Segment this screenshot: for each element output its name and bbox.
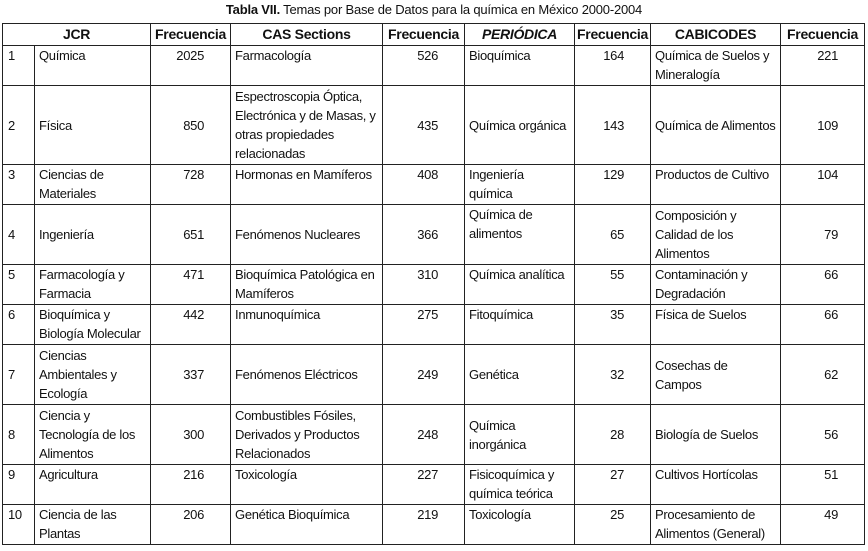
cas-topic: Fenómenos Nucleares [231, 205, 383, 265]
jcr-topic: Ciencias Ambientales y Ecología [35, 345, 151, 405]
row-number: 3 [3, 165, 35, 205]
periodica-frequency: 65 [575, 205, 651, 265]
table-row [3, 46, 865, 86]
row-number: 7 [3, 345, 35, 405]
jcr-topic: Química [35, 46, 151, 86]
cabicodes-topic: Cosechas de Campos [651, 345, 781, 405]
periodica-frequency: 35 [575, 305, 651, 345]
row-number: 9 [3, 465, 35, 505]
cas-frequency: 526 [383, 46, 465, 86]
periodica-topic: Química de alimentos [465, 205, 575, 265]
cas-topic: Genética Bioquímica [231, 505, 383, 545]
cas-frequency: 248 [383, 405, 465, 465]
cabicodes-frequency: 51 [781, 465, 865, 505]
jcr-frequency: 2025 [151, 46, 231, 86]
cabicodes-frequency: 62 [781, 345, 865, 405]
jcr-topic: Bioquímica y Biología Molecular [35, 305, 151, 345]
cas-topic: Espectroscopia Óptica, Electrónica y de Masas, y otras propiedades relacionadas [231, 86, 383, 165]
periodica-frequency: 32 [575, 345, 651, 405]
cas-frequency: 408 [383, 165, 465, 205]
cabicodes-topic: Composición y Calidad de los Alimentos [651, 205, 781, 265]
caption-text: Temas por Base de Datos para la química en México 2000-2004 [280, 2, 643, 17]
periodica-topic: Toxicología [465, 505, 575, 545]
cas-frequency: 219 [383, 505, 465, 545]
table-row [3, 345, 865, 405]
cabicodes-frequency: 66 [781, 305, 865, 345]
table-row [3, 265, 865, 305]
row-number: 1 [3, 46, 35, 86]
header-periodica: PERIÓDICA [465, 24, 575, 46]
cabicodes-topic: Procesamiento de Alimentos (General) [651, 505, 781, 545]
cabicodes-topic: Química de Suelos y Mineralogía [651, 46, 781, 86]
jcr-frequency: 442 [151, 305, 231, 345]
header-cabicodes: CABICODES [651, 24, 781, 46]
jcr-frequency: 471 [151, 265, 231, 305]
jcr-frequency: 300 [151, 405, 231, 465]
cas-frequency: 435 [383, 86, 465, 165]
cas-topic: Fenómenos Eléctricos [231, 345, 383, 405]
cas-frequency: 366 [383, 205, 465, 265]
header-frecuencia-cabicodes: Frecuencia [781, 24, 865, 46]
row-number: 8 [3, 405, 35, 465]
jcr-frequency: 216 [151, 465, 231, 505]
topics-table [2, 23, 865, 545]
periodica-topic: Bioquímica [465, 46, 575, 86]
cabicodes-topic: Cultivos Hortícolas [651, 465, 781, 505]
periodica-topic: Fisicoquímica y química teórica [465, 465, 575, 505]
jcr-frequency: 850 [151, 86, 231, 165]
cabicodes-frequency: 104 [781, 165, 865, 205]
table-caption [0, 0, 868, 20]
cas-topic: Bioquímica Patológica en Mamíferos [231, 265, 383, 305]
header-jcr: JCR [3, 24, 151, 46]
cas-topic: Hormonas en Mamíferos [231, 165, 383, 205]
jcr-topic: Física [35, 86, 151, 165]
jcr-topic: Ciencias de Materiales [35, 165, 151, 205]
cabicodes-topic: Productos de Cultivo [651, 165, 781, 205]
caption-label: Tabla VII. [225, 2, 280, 17]
jcr-topic: Ciencia de las Plantas [35, 505, 151, 545]
jcr-frequency: 337 [151, 345, 231, 405]
table-row [3, 165, 865, 205]
cabicodes-frequency: 79 [781, 205, 865, 265]
periodica-frequency: 55 [575, 265, 651, 305]
cas-topic: Toxicología [231, 465, 383, 505]
row-number: 2 [3, 86, 35, 165]
table-row [3, 205, 865, 265]
cabicodes-topic: Física de Suelos [651, 305, 781, 345]
jcr-frequency: 728 [151, 165, 231, 205]
cas-topic: Combustibles Fósiles, Derivados y Productos Relacionados [231, 405, 383, 465]
table-row [3, 465, 865, 505]
cabicodes-topic: Biología de Suelos [651, 405, 781, 465]
periodica-frequency: 143 [575, 86, 651, 165]
cabicodes-frequency: 109 [781, 86, 865, 165]
periodica-frequency: 164 [575, 46, 651, 86]
periodica-frequency: 27 [575, 465, 651, 505]
cabicodes-frequency: 56 [781, 405, 865, 465]
periodica-topic: Química analítica [465, 265, 575, 305]
row-number: 6 [3, 305, 35, 345]
periodica-frequency: 129 [575, 165, 651, 205]
periodica-topic: Química inorgánica [465, 405, 575, 465]
periodica-topic: Fitoquímica [465, 305, 575, 345]
row-number: 5 [3, 265, 35, 305]
cas-frequency: 275 [383, 305, 465, 345]
cabicodes-topic: Química de Alimentos [651, 86, 781, 165]
jcr-topic: Ingeniería [35, 205, 151, 265]
row-number: 4 [3, 205, 35, 265]
header-frecuencia-cas: Frecuencia [383, 24, 465, 46]
cas-topic: Inmunoquímica [231, 305, 383, 345]
cas-frequency: 310 [383, 265, 465, 305]
cabicodes-topic: Contaminación y Degradación [651, 265, 781, 305]
header-row [3, 24, 865, 46]
jcr-frequency: 651 [151, 205, 231, 265]
table-row [3, 305, 865, 345]
cabicodes-frequency: 221 [781, 46, 865, 86]
periodica-topic: Química orgánica [465, 86, 575, 165]
cas-topic: Farmacología [231, 46, 383, 86]
jcr-frequency: 206 [151, 505, 231, 545]
periodica-frequency: 28 [575, 405, 651, 465]
periodica-frequency: 25 [575, 505, 651, 545]
jcr-topic: Agricultura [35, 465, 151, 505]
table-row [3, 505, 865, 545]
periodica-topic: Ingeniería química [465, 165, 575, 205]
cabicodes-frequency: 49 [781, 505, 865, 545]
table-row [3, 86, 865, 165]
cas-frequency: 249 [383, 345, 465, 405]
jcr-topic: Farmacología y Farmacia [35, 265, 151, 305]
jcr-topic: Ciencia y Tecnología de los Alimentos [35, 405, 151, 465]
table-row [3, 405, 865, 465]
cabicodes-frequency: 66 [781, 265, 865, 305]
periodica-topic: Genética [465, 345, 575, 405]
header-cas-sections: CAS Sections [231, 24, 383, 46]
cas-frequency: 227 [383, 465, 465, 505]
row-number: 10 [3, 505, 35, 545]
header-frecuencia-jcr: Frecuencia [151, 24, 231, 46]
header-frecuencia-periodica: Frecuencia [575, 24, 651, 46]
